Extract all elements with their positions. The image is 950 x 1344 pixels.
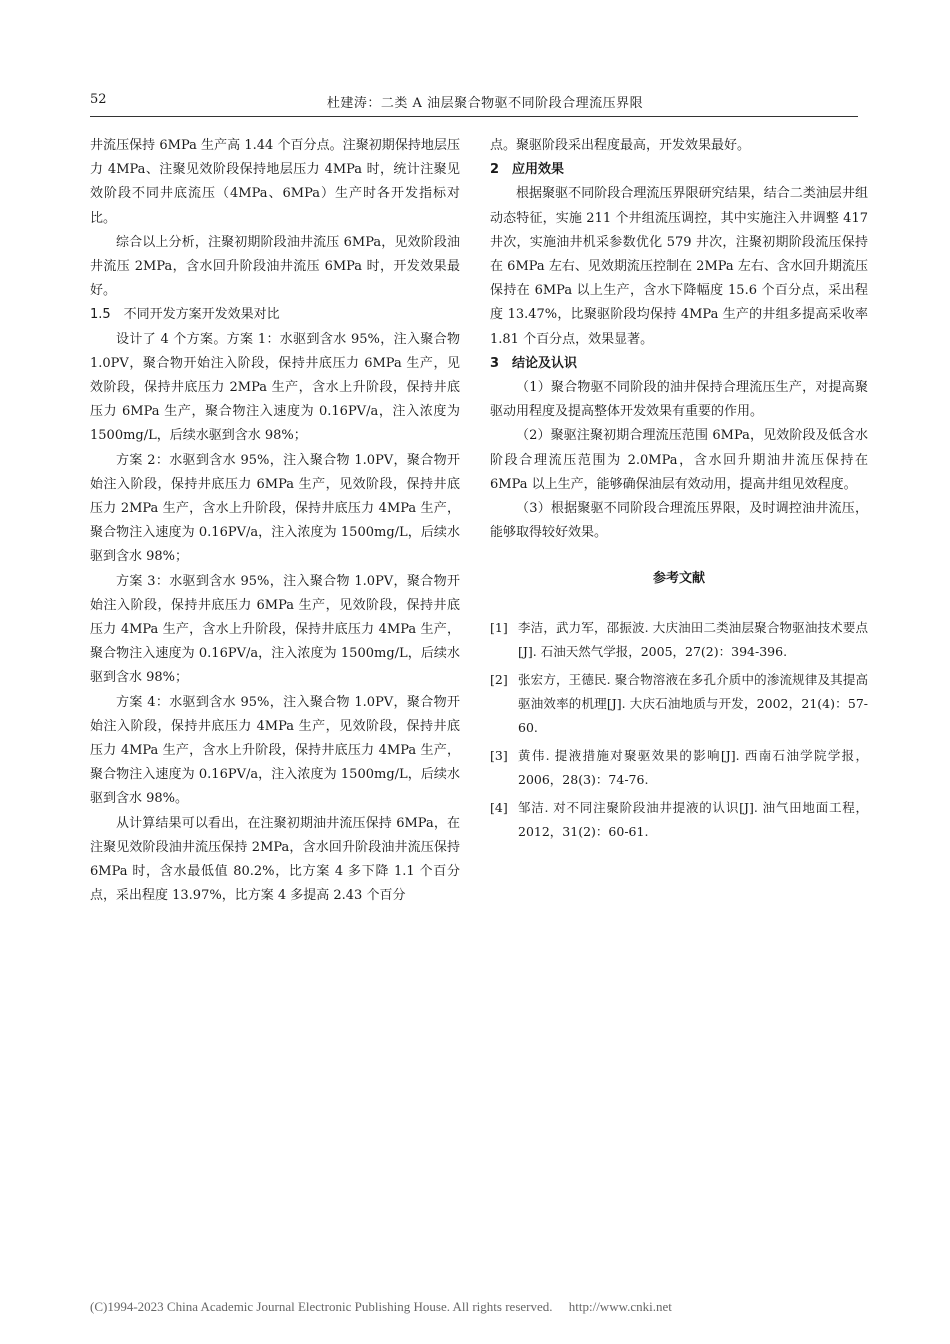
reference-number: [1] — [490, 619, 508, 635]
header-rule — [90, 116, 858, 117]
section-heading-3: 3 结论及认识 — [490, 355, 578, 371]
paragraph: 方案 4：水驱到含水 95%，注入聚合物 1.0PV，聚合物开始注入阶段，保持井底压力 4MPa 生产，见效阶段，保持井底压力 4MPa 生产，含水上升阶段，保持井底压力 4MPa 生产，聚合物注入速度为 0.16PV/a，注入浓度为 1500mg/L，后续水驱到含水 98%。 — [90, 694, 460, 807]
reference-text: 张宏方，王德民. 聚合物溶液在多孔介质中的渗流规律及其提高驱油效率的机理[J]. 大庆石油地质与开发，2002，21(4)：57-60. — [518, 671, 868, 735]
reference-item — [490, 796, 868, 844]
reference-number: [2] — [490, 671, 508, 687]
reference-text: 黄伟. 提液措施对聚驱效果的影响[J]. 西南石油学院学报，2006，28(3)：74-76. — [518, 747, 868, 787]
reference-item — [490, 668, 868, 740]
reference-text: 李洁，武力军，邵振波. 大庆油田二类油层聚合物驱油技术要点[J]. 石油天然气学报，2005，27(2)：394-396. — [518, 619, 868, 659]
running-title: 杜建涛：二类 A 油层聚合物驱不同阶段合理流压界限 — [326, 96, 644, 111]
reference-number: [4] — [490, 799, 508, 815]
paragraph: 方案 2：水驱到含水 95%，注入聚合物 1.0PV，聚合物开始注入阶段，保持井底压力 6MPa 生产，见效阶段，保持井底压力 2MPa 生产，含水上升阶段，保持井底压力 4MPa 生产，聚合物注入速度为 0.16PV/a，注入浓度为 1500mg/L，后续水驱到含水 98%； — [90, 452, 460, 565]
section-heading-1-5: 1.5 不同开发方案开发效果对比 — [90, 307, 280, 323]
page-header — [90, 92, 880, 114]
paragraph: 点。聚驱阶段采出程度最高，开发效果最好。 — [490, 138, 751, 153]
paragraph: 综合以上分析，注聚初期阶段油井流压 6MPa，见效阶段油井流压 2MPa，含水回升阶段油井流压 6MPa 时，开发效果最好。 — [90, 234, 460, 299]
conclusion-item: （3）根据聚驱不同阶段合理流压界限，及时调控油井流压，能够取得较好效果。 — [490, 501, 868, 541]
reference-text: 邹洁. 对不同注聚阶段油井提液的认识[J]. 油气田地面工程，2012，31(2)：60-61. — [518, 799, 868, 839]
right-column — [490, 134, 868, 848]
paragraph: 设计了 4 个方案。方案 1：水驱到含水 95%，注入聚合物 1.0PV，聚合物开始注入阶段，保持井底压力 6MPa 生产，见效阶段，保持井底压力 2MPa 生产，含水上升阶段，保持井底压力 6MPa 生产，聚合物注入速度为 0.16PV/a，注入浓度为 1500mg/L，后续水驱到含水 98%； — [90, 331, 460, 444]
paragraph: 井流压保持 6MPa 生产高 1.44 个百分点。注聚初期保持地层压力 4MPa、注聚见效阶段保持地层压力 4MPa 时，统计注聚见效阶段不同井底流压（4MPa、6MPa）生产时各开发指标对比。 — [90, 138, 460, 226]
reference-item — [490, 616, 868, 664]
references-title: 参考文献 — [652, 571, 705, 587]
paragraph: 方案 3：水驱到含水 95%，注入聚合物 1.0PV，聚合物开始注入阶段，保持井底压力 6MPa 生产，见效阶段，保持井底压力 4MPa 生产，含水上升阶段，保持井底压力 4MPa 生产，聚合物注入速度为 0.16PV/a，注入浓度为 1500mg/L，后续水驱到含水 98%； — [90, 573, 460, 686]
copyright-footer: (C)1994-2023 China Academic Journal Electronic Publishing House. All rights reserved. http://www.cnki.net — [90, 1299, 672, 1314]
page-number: 52 — [90, 92, 107, 107]
section-heading-2: 2 应用效果 — [490, 162, 565, 178]
reference-item — [490, 744, 868, 792]
conclusion-item: （1）聚合物驱不同阶段的油井保持合理流压生产，对提高聚驱动用程度及提高整体开发效果有重要的作用。 — [490, 380, 868, 420]
paragraph: 从计算结果可以看出，在注聚初期油井流压保持 6MPa，在注聚见效阶段油井流压保持 2MPa，含水回升阶段油井流压保持 6MPa 时，含水最低值 80.2%，比方案 4 多下降 1.1 个百分点，采出程度 13.97%，比方案 4 多提高 2.43 个百分 — [90, 815, 460, 904]
paragraph: 根据聚驱不同阶段合理流压界限研究结果，结合二类油层井组动态特征，实施 211 个井组流压调控，其中实施注入井调整 417 井次，实施油井机采参数优化 579 井次，注聚初期阶段流压保持在 6MPa 左右、见效期流压控制在 2MPa 左右、含水回升期流压保持在 6MPa 以上生产，含水下降幅度 15.6 个百分点，采出程度 13.47%，比聚驱阶段均保持 4MPa 生产的井组多提高采收率 1.81 个百分点，效果显著。 — [490, 186, 868, 347]
reference-number: [3] — [490, 747, 508, 763]
conclusion-item: （2）聚驱注聚初期合理流压范围 6MPa，见效阶段及低含水阶段合理流压范围为 2.0MPa，含水回升期油井流压保持在 6MPa 以上生产，能够确保油层有效动用，提高井组见效程度。 — [490, 428, 868, 492]
left-column — [90, 134, 460, 909]
